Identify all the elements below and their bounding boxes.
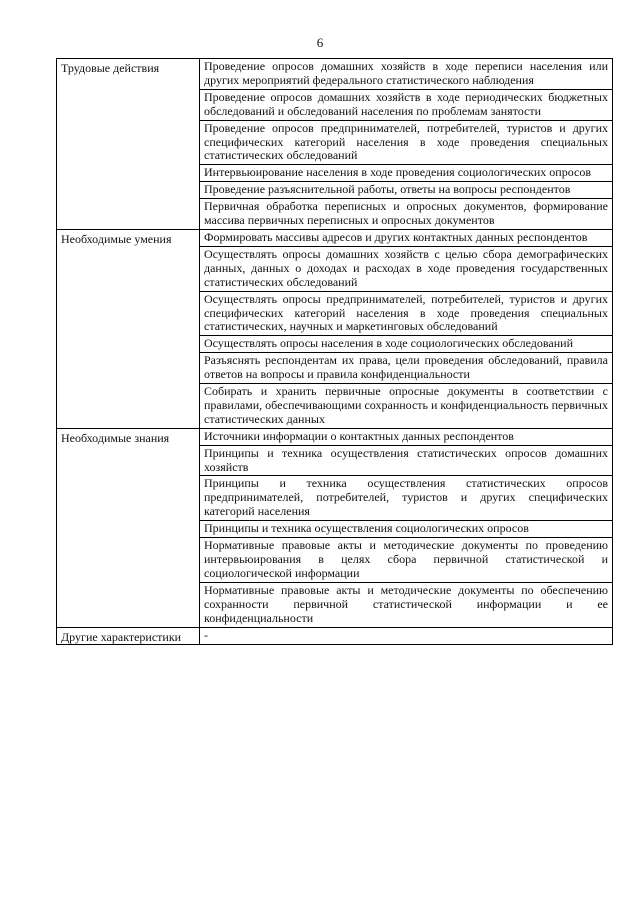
table-cell: Осуществлять опросы населения в ходе социологических обследований	[200, 336, 613, 353]
table-row	[57, 59, 613, 90]
table-cell: Принципы и техника осуществления социологических опросов	[200, 521, 613, 538]
table-row	[57, 428, 613, 445]
page-number: 6	[316, 35, 324, 50]
table-cell: Проведение разъяснительной работы, ответы на вопросы респондентов	[200, 182, 613, 199]
section-label-required-knowledge: Необходимые знания	[57, 428, 200, 627]
table-cell: Осуществлять опросы предпринимателей, потребителей, туристов и других специфических категорий населения в ходе проведения специальных статистических, научных и маркетинговых обследований	[200, 291, 613, 336]
table-cell: Принципы и техника осуществления статистических опросов домашних хозяйств	[200, 445, 613, 476]
qualification-table	[56, 58, 613, 645]
table-cell: Формировать массивы адресов и других контактных данных респондентов	[200, 229, 613, 246]
table-cell: Разъяснять респондентам их права, цели проведения обследований, правила ответов на вопросы и правила конфиденциальности	[200, 353, 613, 384]
table-cell: -	[200, 627, 613, 645]
table-row	[57, 229, 613, 246]
table-cell: Проведение опросов предпринимателей, потребителей, туристов и других специфических категорий населения в ходе проведения специальных статистических обследований	[200, 120, 613, 165]
table-cell: Проведение опросов домашних хозяйств в ходе периодических бюджетных обследований и обследований населения по проблемам занятости	[200, 89, 613, 120]
table-cell: Проведение опросов домашних хозяйств в ходе переписи населения или других мероприятий федерального статистического наблюдения	[200, 59, 613, 90]
section-label-labor-actions: Трудовые действия	[57, 59, 200, 230]
table-cell: Осуществлять опросы домашних хозяйств с целью сбора демографических данных, данных о доходах и расходах в ходе проведения государственных статистических обследований	[200, 246, 613, 291]
table-cell: Первичная обработка переписных и опросных документов, формирование массива первичных переписных и опросных документов	[200, 199, 613, 230]
table-cell: Интервьюирование населения в ходе проведения социологических опросов	[200, 165, 613, 182]
section-label-required-skills: Необходимые умения	[57, 229, 200, 428]
table-cell: Нормативные правовые акты и методические документы по обеспечению сохранности первичной статистической информации и ее конфиденциальности	[200, 582, 613, 627]
table-cell: Принципы и техника осуществления статистических опросов предпринимателей, потребителей, туристов и других специфических категорий населения	[200, 476, 613, 521]
section-label-other-characteristics: Другие характеристики	[57, 627, 200, 645]
table-cell: Собирать и хранить первичные опросные документы в соответствии с правилами, обеспечивающими сохранность и конфиденциальность первичных статистических данных	[200, 384, 613, 429]
table-row	[57, 627, 613, 645]
table-cell: Нормативные правовые акты и методические документы по проведению интервьюирования в целях сбора первичной статистической и социологической информации	[200, 538, 613, 583]
table-cell: Источники информации о контактных данных респондентов	[200, 428, 613, 445]
